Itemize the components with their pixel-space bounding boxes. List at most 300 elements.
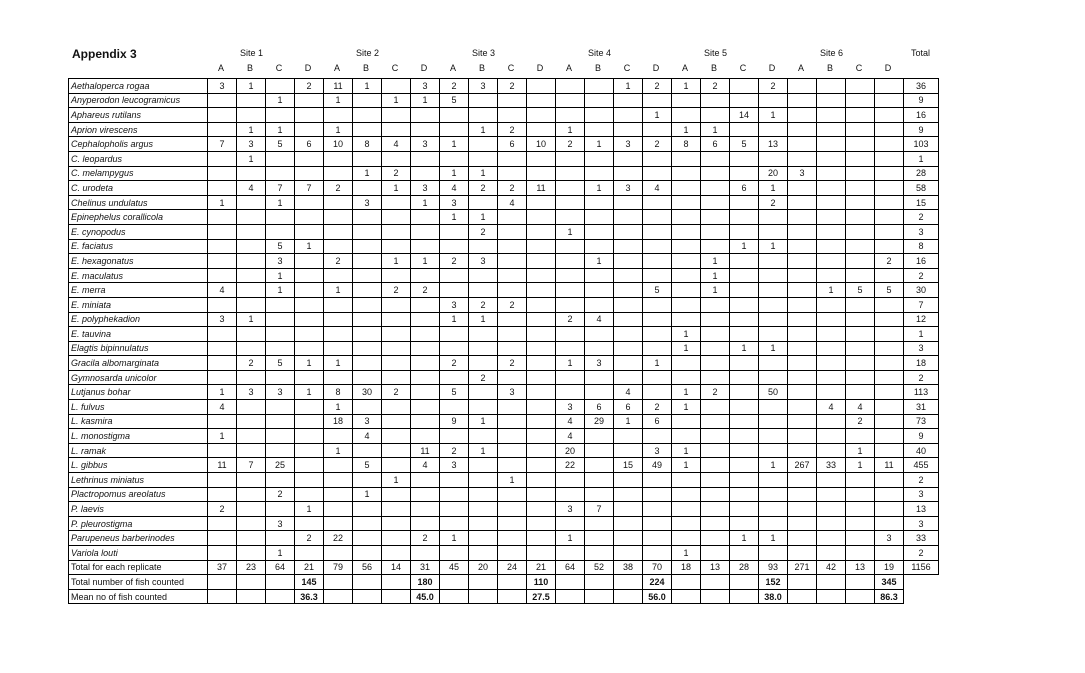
count-cell (556, 546, 585, 561)
count-cell (237, 341, 266, 356)
table-row (69, 400, 939, 415)
count-cell (788, 443, 817, 458)
count-cell (556, 79, 585, 94)
row-total: 3 (904, 341, 939, 356)
count-cell: 3 (411, 137, 440, 152)
count-cell (875, 487, 904, 502)
count-cell (208, 546, 237, 561)
count-cell (614, 239, 643, 254)
row-total: 12 (904, 312, 939, 327)
empty-cell (498, 575, 527, 590)
count-cell (759, 224, 788, 239)
count-cell (382, 108, 411, 123)
count-cell (469, 473, 498, 488)
count-cell (295, 166, 324, 181)
count-cell (556, 516, 585, 531)
count-cell: 1 (353, 79, 382, 94)
count-cell (788, 414, 817, 429)
count-cell: 1 (701, 283, 730, 298)
count-cell (324, 239, 353, 254)
count-cell: 1 (411, 93, 440, 108)
count-cell (788, 487, 817, 502)
count-cell (295, 443, 324, 458)
count-cell (295, 108, 324, 123)
count-cell (527, 327, 556, 342)
count-cell (498, 516, 527, 531)
count-cell (701, 546, 730, 561)
count-cell (875, 210, 904, 225)
count-cell: 1 (324, 400, 353, 415)
count-cell (846, 356, 875, 371)
count-cell (237, 429, 266, 444)
count-cell: 42 (817, 560, 846, 575)
count-cell (498, 108, 527, 123)
count-cell: 1 (701, 122, 730, 137)
row-total: 9 (904, 429, 939, 444)
count-cell (788, 181, 817, 196)
count-cell: 38 (614, 560, 643, 575)
site-label: Site 2 (356, 48, 380, 58)
count-cell (498, 151, 527, 166)
count-cell (411, 151, 440, 166)
count-cell: 25 (266, 458, 295, 473)
count-cell (382, 487, 411, 502)
count-cell (266, 297, 295, 312)
count-cell: 1 (469, 443, 498, 458)
empty-cell (556, 589, 585, 604)
count-cell: 1 (672, 122, 701, 137)
count-cell: 3 (556, 400, 585, 415)
row-total: 2 (904, 370, 939, 385)
replicate-label: C (739, 63, 747, 73)
replicate-label: C (855, 63, 863, 73)
row-total: 15 (904, 195, 939, 210)
count-cell (382, 516, 411, 531)
count-cell (672, 516, 701, 531)
count-cell (817, 268, 846, 283)
count-cell (788, 254, 817, 269)
count-cell: 21 (527, 560, 556, 575)
species-name: C. melampygus (69, 166, 208, 181)
empty-cell (208, 575, 237, 590)
count-cell (672, 487, 701, 502)
count-cell (295, 122, 324, 137)
count-cell (875, 443, 904, 458)
count-cell: 3 (208, 312, 237, 327)
empty-cell (324, 589, 353, 604)
count-cell (730, 385, 759, 400)
count-cell (759, 429, 788, 444)
count-cell (614, 341, 643, 356)
count-cell (643, 210, 672, 225)
count-cell (382, 224, 411, 239)
count-cell: 50 (759, 385, 788, 400)
count-cell (701, 239, 730, 254)
count-cell (353, 341, 382, 356)
count-cell (469, 385, 498, 400)
count-cell: 1 (353, 487, 382, 502)
count-cell (846, 195, 875, 210)
count-cell (643, 516, 672, 531)
count-cell: 1 (759, 341, 788, 356)
count-cell (556, 166, 585, 181)
count-cell (672, 268, 701, 283)
table-row (69, 268, 939, 283)
count-cell: 14 (382, 560, 411, 575)
species-name: E. maculatus (69, 268, 208, 283)
count-cell (817, 370, 846, 385)
count-cell (411, 312, 440, 327)
count-cell (382, 341, 411, 356)
count-cell: 3 (237, 385, 266, 400)
count-cell: 4 (498, 195, 527, 210)
empty-cell (788, 589, 817, 604)
count-cell (585, 473, 614, 488)
count-cell (266, 341, 295, 356)
count-cell (440, 487, 469, 502)
species-name: E. merra (69, 283, 208, 298)
count-cell: 13 (701, 560, 730, 575)
count-cell (266, 414, 295, 429)
count-cell: 2 (295, 79, 324, 94)
count-cell: 1 (469, 122, 498, 137)
count-cell: 3 (585, 356, 614, 371)
replicate-label: A (797, 63, 804, 73)
count-cell (846, 122, 875, 137)
count-cell: 2 (208, 502, 237, 517)
count-cell (498, 502, 527, 517)
table-row (69, 356, 939, 371)
count-cell (846, 473, 875, 488)
count-cell (469, 239, 498, 254)
count-cell (672, 151, 701, 166)
count-cell (295, 283, 324, 298)
count-cell: 1 (759, 181, 788, 196)
count-cell (643, 224, 672, 239)
count-cell: 3 (440, 297, 469, 312)
species-name: Epinephelus corallicola (69, 210, 208, 225)
species-name: Anyperodon leucogramicus (69, 93, 208, 108)
count-cell (585, 79, 614, 94)
count-cell: 3 (469, 254, 498, 269)
count-cell (875, 312, 904, 327)
count-cell (817, 181, 846, 196)
row-total: 31 (904, 400, 939, 415)
count-cell (875, 546, 904, 561)
count-cell (788, 93, 817, 108)
table-row (69, 195, 939, 210)
row-total: 16 (904, 254, 939, 269)
count-cell (730, 312, 759, 327)
count-cell: 8 (672, 137, 701, 152)
count-cell (556, 268, 585, 283)
count-cell (527, 254, 556, 269)
count-cell (498, 400, 527, 415)
count-cell (817, 429, 846, 444)
replicate-label: B (362, 63, 369, 73)
count-cell (440, 327, 469, 342)
count-cell: 2 (759, 195, 788, 210)
count-cell: 1 (353, 166, 382, 181)
count-cell (208, 531, 237, 546)
count-cell (527, 151, 556, 166)
count-cell (701, 443, 730, 458)
count-cell: 6 (295, 137, 324, 152)
count-cell (295, 254, 324, 269)
count-cell (817, 341, 846, 356)
row-total: 18 (904, 356, 939, 371)
count-cell: 2 (701, 385, 730, 400)
replicate-label: D (536, 63, 544, 73)
count-cell (353, 546, 382, 561)
count-cell (875, 108, 904, 123)
count-cell (411, 473, 440, 488)
count-cell: 1 (846, 458, 875, 473)
count-cell (237, 210, 266, 225)
count-cell (701, 181, 730, 196)
count-cell (730, 458, 759, 473)
count-cell (614, 443, 643, 458)
empty-cell (672, 589, 701, 604)
count-cell (527, 443, 556, 458)
site-means-row (69, 589, 939, 604)
count-cell (411, 414, 440, 429)
row-label: Total number of fish counted (69, 575, 208, 590)
count-cell: 20 (556, 443, 585, 458)
count-cell (382, 458, 411, 473)
count-cell (846, 502, 875, 517)
count-cell: 3 (440, 458, 469, 473)
count-cell: 1 (672, 79, 701, 94)
count-cell (788, 385, 817, 400)
count-cell (846, 487, 875, 502)
count-cell (817, 137, 846, 152)
count-cell (324, 502, 353, 517)
count-cell (411, 210, 440, 225)
count-cell (498, 341, 527, 356)
row-label: Mean no of fish counted (69, 589, 208, 604)
count-cell: 14 (730, 108, 759, 123)
count-cell: 5 (730, 137, 759, 152)
count-cell (817, 151, 846, 166)
count-cell: 2 (469, 370, 498, 385)
count-cell (324, 487, 353, 502)
table-row (69, 224, 939, 239)
site-summary-value: 45.0 (411, 589, 440, 604)
count-cell: 1 (382, 473, 411, 488)
empty-cell (817, 589, 846, 604)
count-cell: 1 (730, 341, 759, 356)
count-cell (846, 93, 875, 108)
count-cell: 3 (411, 79, 440, 94)
count-cell (527, 195, 556, 210)
count-cell (237, 400, 266, 415)
count-cell (324, 327, 353, 342)
count-cell: 1 (324, 93, 353, 108)
count-cell (846, 254, 875, 269)
count-cell (759, 370, 788, 385)
count-cell (208, 297, 237, 312)
count-cell: 1 (643, 108, 672, 123)
count-cell (498, 443, 527, 458)
count-cell: 1 (701, 254, 730, 269)
count-cell (440, 546, 469, 561)
count-cell (701, 370, 730, 385)
count-cell (440, 151, 469, 166)
count-cell (237, 254, 266, 269)
count-cell: 271 (788, 560, 817, 575)
count-cell (701, 356, 730, 371)
count-cell (701, 429, 730, 444)
count-cell (846, 341, 875, 356)
count-cell (788, 297, 817, 312)
species-name: P. pleurostigma (69, 516, 208, 531)
count-cell (411, 356, 440, 371)
count-cell (730, 327, 759, 342)
count-cell (643, 327, 672, 342)
count-cell (846, 297, 875, 312)
count-cell (875, 122, 904, 137)
count-cell (208, 473, 237, 488)
count-cell (788, 473, 817, 488)
count-cell (672, 370, 701, 385)
count-cell (759, 210, 788, 225)
count-cell (643, 487, 672, 502)
table-row (69, 473, 939, 488)
count-cell: 10 (527, 137, 556, 152)
replicate-label: D (420, 63, 428, 73)
count-cell: 2 (846, 414, 875, 429)
count-cell (730, 166, 759, 181)
table-row (69, 210, 939, 225)
empty-cell (846, 575, 875, 590)
count-cell: 2 (266, 487, 295, 502)
count-cell: 30 (353, 385, 382, 400)
row-total: 28 (904, 166, 939, 181)
count-cell (701, 400, 730, 415)
count-cell (701, 108, 730, 123)
count-cell: 1 (295, 239, 324, 254)
count-cell: 2 (382, 166, 411, 181)
count-cell (440, 224, 469, 239)
count-cell (295, 487, 324, 502)
count-cell (324, 224, 353, 239)
table-row (69, 137, 939, 152)
count-cell (266, 370, 295, 385)
count-cell (382, 370, 411, 385)
count-cell (846, 79, 875, 94)
count-cell (498, 224, 527, 239)
count-cell: 7 (266, 181, 295, 196)
count-cell (527, 502, 556, 517)
count-cell (324, 268, 353, 283)
species-name: L. fulvus (69, 400, 208, 415)
species-name: Gracila albomarginata (69, 356, 208, 371)
count-cell: 22 (324, 531, 353, 546)
count-cell (672, 239, 701, 254)
count-cell (353, 151, 382, 166)
count-cell (208, 268, 237, 283)
count-cell (585, 516, 614, 531)
count-cell: 2 (498, 122, 527, 137)
count-cell (353, 531, 382, 546)
count-cell (353, 224, 382, 239)
count-cell: 3 (614, 137, 643, 152)
count-cell (266, 531, 295, 546)
count-cell (730, 210, 759, 225)
count-cell: 3 (411, 181, 440, 196)
site-label: Site 1 (240, 48, 264, 58)
replicate-label: D (768, 63, 776, 73)
row-total: 58 (904, 181, 939, 196)
count-cell: 1 (324, 122, 353, 137)
empty-cell (498, 589, 527, 604)
table-row (69, 458, 939, 473)
count-cell (730, 429, 759, 444)
site-summary-value: 56.0 (643, 589, 672, 604)
count-cell (353, 443, 382, 458)
count-cell (643, 429, 672, 444)
site-label: Site 4 (588, 48, 612, 58)
count-cell (527, 487, 556, 502)
species-name: E. faciatus (69, 239, 208, 254)
count-cell (469, 108, 498, 123)
empty-cell (382, 589, 411, 604)
count-cell (208, 370, 237, 385)
count-cell: 4 (440, 181, 469, 196)
count-cell (237, 268, 266, 283)
row-total: 73 (904, 414, 939, 429)
count-cell (498, 546, 527, 561)
replicate-label: C (275, 63, 283, 73)
count-cell (469, 151, 498, 166)
count-cell (788, 137, 817, 152)
count-cell (324, 297, 353, 312)
species-name: Plactropomus areolatus (69, 487, 208, 502)
empty-cell (904, 589, 939, 604)
count-cell: 1 (266, 122, 295, 137)
count-cell (875, 166, 904, 181)
table-row (69, 122, 939, 137)
count-cell (440, 268, 469, 283)
count-cell (382, 502, 411, 517)
table-row (69, 487, 939, 502)
replicate-label: D (652, 63, 660, 73)
count-cell: 4 (585, 312, 614, 327)
count-cell (759, 356, 788, 371)
count-cell (788, 239, 817, 254)
count-cell (585, 341, 614, 356)
replicate-label: A (333, 63, 340, 73)
count-cell (527, 224, 556, 239)
count-cell (817, 297, 846, 312)
count-cell (469, 516, 498, 531)
count-cell: 6 (730, 181, 759, 196)
count-cell: 56 (353, 560, 382, 575)
count-cell (875, 224, 904, 239)
count-cell (846, 224, 875, 239)
table-row (69, 502, 939, 517)
count-cell: 4 (237, 181, 266, 196)
count-cell: 5 (440, 93, 469, 108)
count-cell (353, 108, 382, 123)
count-cell (643, 239, 672, 254)
site-summary-value: 86.3 (875, 589, 904, 604)
count-cell (759, 414, 788, 429)
count-cell (527, 312, 556, 327)
count-cell (846, 429, 875, 444)
count-cell (353, 400, 382, 415)
